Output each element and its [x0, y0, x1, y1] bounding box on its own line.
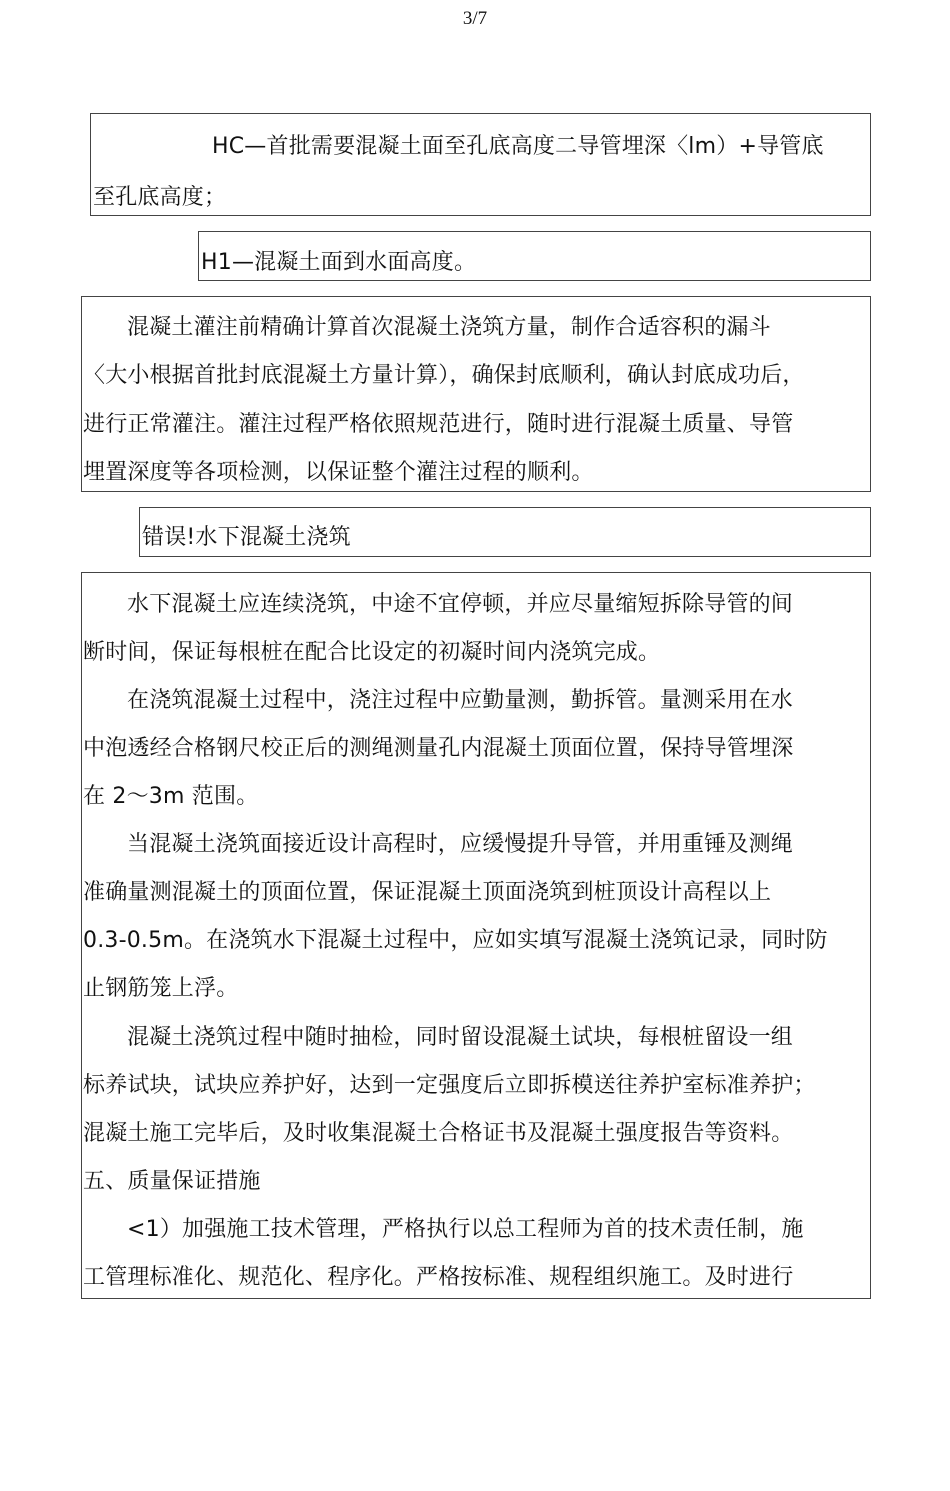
- main-line-8: 0.3-0.5m。在浇筑水下混凝土过程中，应如实填写混凝土浇筑记录，同时防: [83, 928, 828, 953]
- quality-assurance-heading: 五、质量保证措施: [83, 1169, 261, 1194]
- page-number: 3/7: [462, 8, 488, 29]
- hc-definition-line-2: 至孔底高度；: [93, 185, 227, 210]
- pour-preparation-line-3: 进行正常灌注。灌注过程严格依照规范进行，随时进行混凝土质量、导管: [83, 412, 794, 437]
- main-line-2: 断时间，保证每根桩在配合比设定的初凝时间内浇筑完成。: [83, 640, 661, 665]
- main-line-5: 在 2〜3m 范围。: [83, 784, 259, 809]
- main-line-15: 工管理标准化、规范化、程序化。严格按标准、规程组织施工。及时进行: [83, 1265, 794, 1290]
- main-line-6: 当混凝土浇筑面接近设计高程时，应缓慢提升导管，并用重锤及测绳: [127, 832, 794, 857]
- main-line-11: 标养试块，试块应养护好，达到一定强度后立即拆模送往养护室标准养护；: [83, 1073, 816, 1098]
- main-line-12: 混凝土施工完毕后，及时收集混凝土合格证书及混凝土强度报告等资料。: [83, 1121, 794, 1146]
- main-line-4: 中泡透经合格钢尺校正后的测绳测量孔内混凝土顶面位置，保持导管埋深: [83, 736, 794, 761]
- main-line-14: <1）加强施工技术管理，严格执行以总工程师为首的技术责任制，施: [127, 1217, 804, 1242]
- h1-definition-text: H1—混凝土面到水面高度。: [201, 250, 477, 275]
- main-line-1: 水下混凝土应连续浇筑，中途不宜停顿，并应尽量缩短拆除导管的间: [127, 592, 794, 617]
- pour-preparation-line-4: 埋置深度等各项检测，以保证整个灌注过程的顺利。: [83, 460, 594, 485]
- main-line-7: 准确量测混凝土的顶面位置，保证混凝土顶面浇筑到桩顶设计高程以上: [83, 880, 772, 905]
- pour-preparation-line-2: 〈大小根据首批封底混凝土方量计算），确保封底顺利，确认封底成功后，: [83, 363, 805, 388]
- main-line-10: 混凝土浇筑过程中随时抽检，同时留设混凝土试块，每根桩留设一组: [127, 1025, 794, 1050]
- pour-preparation-line-1: 混凝土灌注前精确计算首次混凝土浇筑方量，制作合适容积的漏斗: [127, 315, 771, 340]
- main-line-3: 在浇筑混凝土过程中，浇注过程中应勤量测，勤拆管。量测采用在水: [127, 688, 794, 713]
- section-heading: 错误!水下混凝土浇筑: [142, 525, 351, 550]
- hc-definition-line-1: HC—首批需要混凝土面至孔底高度二导管埋深〈lm）+导管底: [212, 134, 824, 159]
- main-line-9: 止钢筋笼上浮。: [83, 976, 239, 1001]
